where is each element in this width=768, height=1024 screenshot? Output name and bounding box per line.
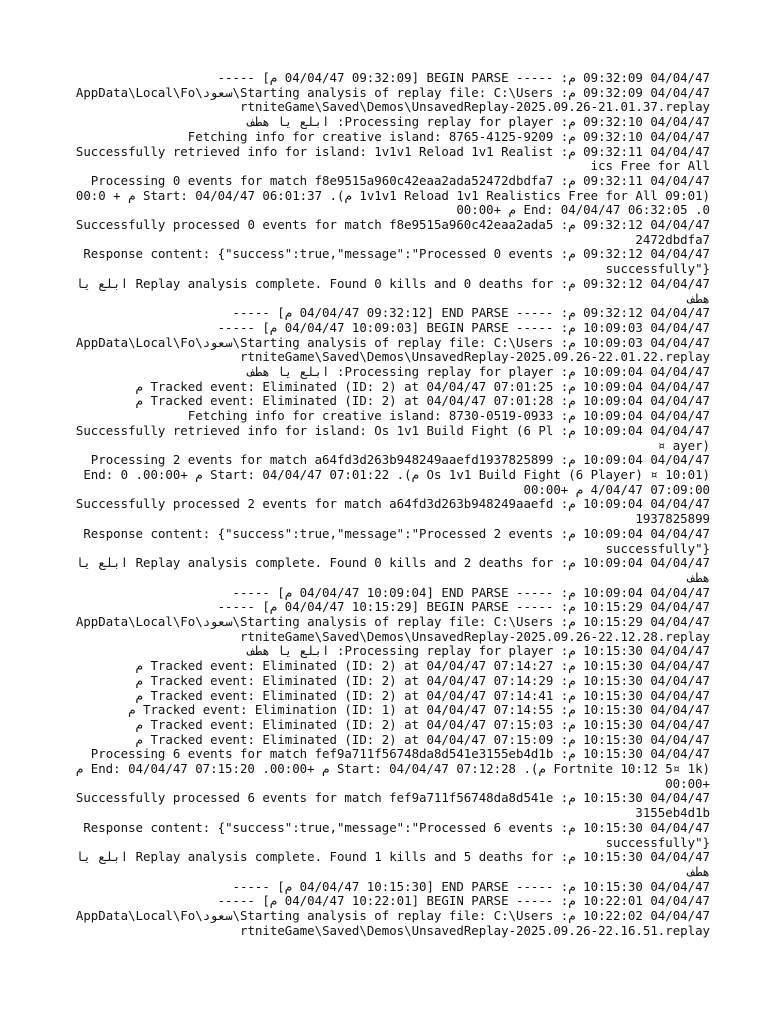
log-line: 04/04/47 10:15:30 م: Tracked event: Eliminated (ID: 2) at 04/04/47 07:14:27 م	[135, 658, 710, 674]
log-line: 04/04/47 10:15:30 م: Processing 6 events for match fef9a711f56748da8d541e3155eb4d1b (Fortnite 10:12 5¤ 1k م). Start: 04/04/47 07:12:28 م +00:00. End: 04/04/47 07:15:20 م +00:00	[68, 746, 710, 791]
log-line: 04/04/47 09:32:10 م: Fetching info for creative island: 8765-4125-9209	[187, 128, 710, 144]
log-line: 04/04/47 10:09:04 م: Processing replay for player: ابلع يا هطف	[247, 364, 710, 380]
log-line: 04/04/47 09:32:09 م: ----- BEGIN PARSE [04/04/47 09:32:09 م] -----	[217, 70, 710, 85]
log-line: 04/04/47 10:15:30 م: Tracked event: Eliminated (ID: 2) at 04/04/47 07:15:09 م	[135, 731, 710, 747]
log-line: 04/04/47 09:32:10 م: Processing replay for player: ابلع يا هطف	[247, 114, 710, 130]
log-line: 04/04/47 09:32:11 م: Successfully retrieved info for island: 1v1v1 Reload 1v1 Realistics Free for All	[75, 143, 710, 174]
log-line: 04/04/47 10:15:30 م: ----- END PARSE [04/04/47 10:15:30 م] -----	[232, 878, 710, 894]
log-line: 04/04/47 10:09:04 م: Successfully processed 2 events for match a64fd3d263b948249aaefd1937825899	[75, 496, 710, 527]
log-line: 04/04/47 09:32:12 م: Successfully processed 0 events for match f8e9515a960c42eaa2ada52472dbdfa7	[75, 217, 710, 247]
log-line: 04/04/47 10:15:30 م: Processing replay for player: ابلع يا هطف	[247, 643, 710, 659]
log-line: 04/04/47 10:15:30 م: Tracked event: Eliminated (ID: 2) at 04/04/47 07:14:29 م	[135, 672, 710, 688]
log-line: 04/04/47 10:09:04 م: Replay analysis complete. Found 0 kills and 2 deaths for ابلع يا هطف	[68, 555, 710, 585]
log-line: 04/04/47 10:22:02 م: Starting analysis of replay file: C:\Users\سعود\AppData\Local\FortniteGame\Saved\Demos\UnsavedReplay-2025.09.26-22.16.51.replay	[75, 908, 710, 938]
log-line: 04/04/47 10:09:03 م: Starting analysis of replay file: C:\Users\سعود\AppData\Local\FortniteGame\Saved\Demos\UnsavedReplay-2025.09.26-22.01.22.replay	[75, 334, 710, 365]
log-line: 04/04/47 10:15:29 م: Starting analysis of replay file: C:\Users\سعود\AppData\Local\FortniteGame\Saved\Demos\UnsavedReplay-2025.09.26-22.12.28.replay	[75, 614, 710, 644]
log-line: 04/04/47 10:09:03 م: ----- BEGIN PARSE [04/04/47 10:09:03 م] -----	[217, 319, 710, 335]
log-line: 04/04/47 10:09:04 م: Successfully retrieved info for island: Os 1v1 Build Fight (6 Player) ¤	[75, 422, 710, 453]
log-view	[70, 71, 710, 938]
log-line: 04/04/47 10:15:29 م: ----- BEGIN PARSE [04/04/47 10:15:29 م] -----	[217, 599, 710, 615]
log-line: 04/04/47 09:32:12 م: Response content: {"success":true,"message":"Processed 0 events successfully"}	[75, 246, 710, 277]
log-line: 04/04/47 09:32:11 م: Processing 0 events for match f8e9515a960c42eaa2ada52472dbdfa7 (1v1v1 Reload 1v1 Realistics Free for All 09:01 م). Start: 04/04/47 06:01:37 م + 00:00. End: 04/04/47 06:32:05 م +00:00	[75, 172, 710, 218]
log-line: 04/04/47 09:32:12 م: ----- END PARSE [04/04/47 09:32:12 م] -----	[232, 305, 710, 321]
log-line: 04/04/47 10:15:30 م: Tracked event: Eliminated (ID: 2) at 04/04/47 07:15:03 م	[135, 716, 710, 732]
log-line: 04/04/47 10:15:30 م: Tracked event: Elimination (ID: 1) at 04/04/47 07:14:55 م	[128, 702, 710, 718]
log-line: 04/04/47 10:09:04 م: Response content: {"success":true,"message":"Processed 2 events successfully"}	[75, 525, 710, 556]
log-line: 04/04/47 09:32:12 م: Replay analysis complete. Found 0 kills and 0 deaths for ابلع يا هطف	[68, 275, 710, 306]
log-line: 04/04/47 10:22:01 م: ----- BEGIN PARSE [04/04/47 10:22:01 م] -----	[217, 893, 710, 909]
log-line: 04/04/47 10:15:30 م: Tracked event: Eliminated (ID: 2) at 04/04/47 07:14:41 م	[135, 687, 710, 703]
log-line: 04/04/47 10:09:04 م: Processing 2 events for match a64fd3d263b948249aaefd1937825899 (Os 1v1 Build Fight (6 Player) ¤ 10:01 م). Start: 04/04/47 07:01:22 م +00:00. End: 04/04/47 07:09:00 م +00:00	[83, 452, 710, 497]
log-line: 04/04/47 10:09:04 م: Tracked event: Eliminated (ID: 2) at 04/04/47 07:01:28 م	[135, 393, 710, 409]
log-line: 04/04/47 10:15:30 م: Successfully processed 6 events for match fef9a711f56748da8d541e3155eb4d1b	[75, 790, 710, 821]
log-line: 04/04/47 10:09:04 م: Tracked event: Eliminated (ID: 2) at 04/04/47 07:01:25 م	[135, 378, 710, 394]
log-line: 04/04/47 10:09:04 م: ----- END PARSE [04/04/47 10:09:04 م] -----	[232, 584, 710, 600]
log-line: 04/04/47 09:32:09 م: Starting analysis of replay file: C:\Users\سعود\AppData\Local\FortniteGame\Saved\Demos\UnsavedReplay-2025.09.26-21.01.37.replay	[75, 84, 710, 115]
log-line: 04/04/47 10:15:30 م: Replay analysis complete. Found 1 kills and 5 deaths for ابلع يا هطف	[68, 849, 710, 879]
log-line: 04/04/47 10:09:04 م: Fetching info for creative island: 8730-0519-0933	[187, 408, 710, 424]
log-line: 04/04/47 10:15:30 م: Response content: {"success":true,"message":"Processed 6 events successfully"}	[75, 819, 710, 850]
